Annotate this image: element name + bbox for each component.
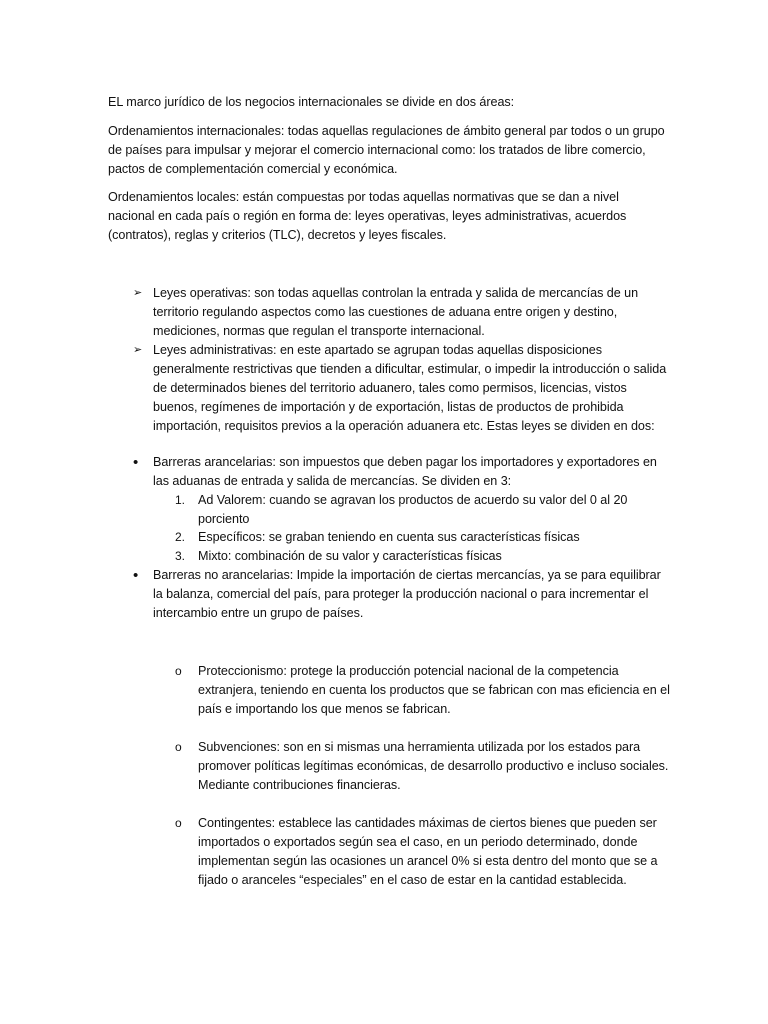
list-item-subsidies: Subvenciones: son en si mismas una herramienta utilizada por los estados para promover políticas legítimas económicas, de desarrollo productivo e incluso sociales. Mediante contribuciones financieras.	[198, 740, 669, 792]
list-item-specific: Específicos: se graban teniendo en cuenta sus características físicas	[198, 530, 580, 544]
circle-bullet-icon: o	[175, 740, 182, 754]
list-item-mixed: Mixto: combinación de su valor y características físicas	[198, 549, 502, 563]
circle-bullet-icon: o	[175, 816, 182, 830]
bullet-icon: •	[133, 567, 139, 584]
intro-paragraph: EL marco jurídico de los negocios internacionales se divide en dos áreas:	[108, 95, 515, 109]
list-item-tariff-barriers: Barreras arancelarias: son impuestos que deben pagar los importadores y exportadores en las aduanas de entrada y salida de mercancías. Se dividen en 3:	[153, 455, 657, 488]
list-item-operational-laws: Leyes operativas: son todas aquellas controlan la entrada y salida de mercancías de un territorio regulando aspectos como las cuestiones de aduana entre origen y destino, mediciones, normas que regulan el transporte internacional.	[153, 286, 639, 338]
list-item-administrative-laws: Leyes administrativas: en este apartado se agrupan todas aquellas disposiciones generalmente restrictivas que tienden a dificultar, estimular, o impedir la introducción o salida de determinados bienes del territorio aduanero, tales como permisos, licencias, vistos buenos, regímenes de importación y de exportación, listas de productos de prohibida importación, requisitos previos a la operación aduanera etc. Estas leyes se dividen en dos:	[153, 343, 667, 433]
list-item-ad-valorem: Ad Valorem: cuando se agravan los productos de acuerdo su valor del 0 al 20 porciento	[198, 493, 628, 526]
list-item-non-tariff-barriers: Barreras no arancelarias: Impide la importación de ciertas mercancías, ya se para equilibrar la balanza, comercial del país, para proteger la producción nacional o para incrementar el intercambio entre un grupo de países.	[153, 568, 661, 620]
number-marker: 1.	[175, 493, 186, 507]
paragraph-local-regulations: Ordenamientos locales: están compuestas por todas aquellas normativas que se dan a nivel nacional en cada país o región en forma de: leyes operativas, leyes administrativas, acuerdos (contratos), reglas y criterios (TLC), decretos y leyes fiscales.	[108, 190, 627, 242]
circle-bullet-icon: o	[175, 664, 182, 678]
number-marker: 2.	[175, 530, 186, 544]
arrow-bullet-icon: ➢	[133, 344, 143, 356]
bullet-icon: •	[133, 454, 139, 471]
list-item-quotas: Contingentes: establece las cantidades máximas de ciertos bienes que pueden ser importados o exportados según sea el caso, en un periodo determinado, donde implementan según las ocasiones un arancel 0% si esta dentro del monto que se a fijado o aranceles “especiales” en el caso de estar en la cantidad establecida.	[198, 816, 658, 887]
arrow-bullet-icon: ➢	[133, 287, 143, 299]
list-item-protectionism: Proteccionismo: protege la producción potencial nacional de la competencia extranjera, teniendo en cuenta los productos que se fabrican con mas eficiencia en el país e importando los que menos se fabrican.	[198, 664, 670, 716]
number-marker: 3.	[175, 549, 186, 563]
paragraph-international-regulations: Ordenamientos internacionales: todas aquellas regulaciones de ámbito general par todos o un grupo de países para impulsar y mejorar el comercio internacional como: los tratados de libre comercio, pactos de complementación comercial y económica.	[108, 124, 665, 176]
